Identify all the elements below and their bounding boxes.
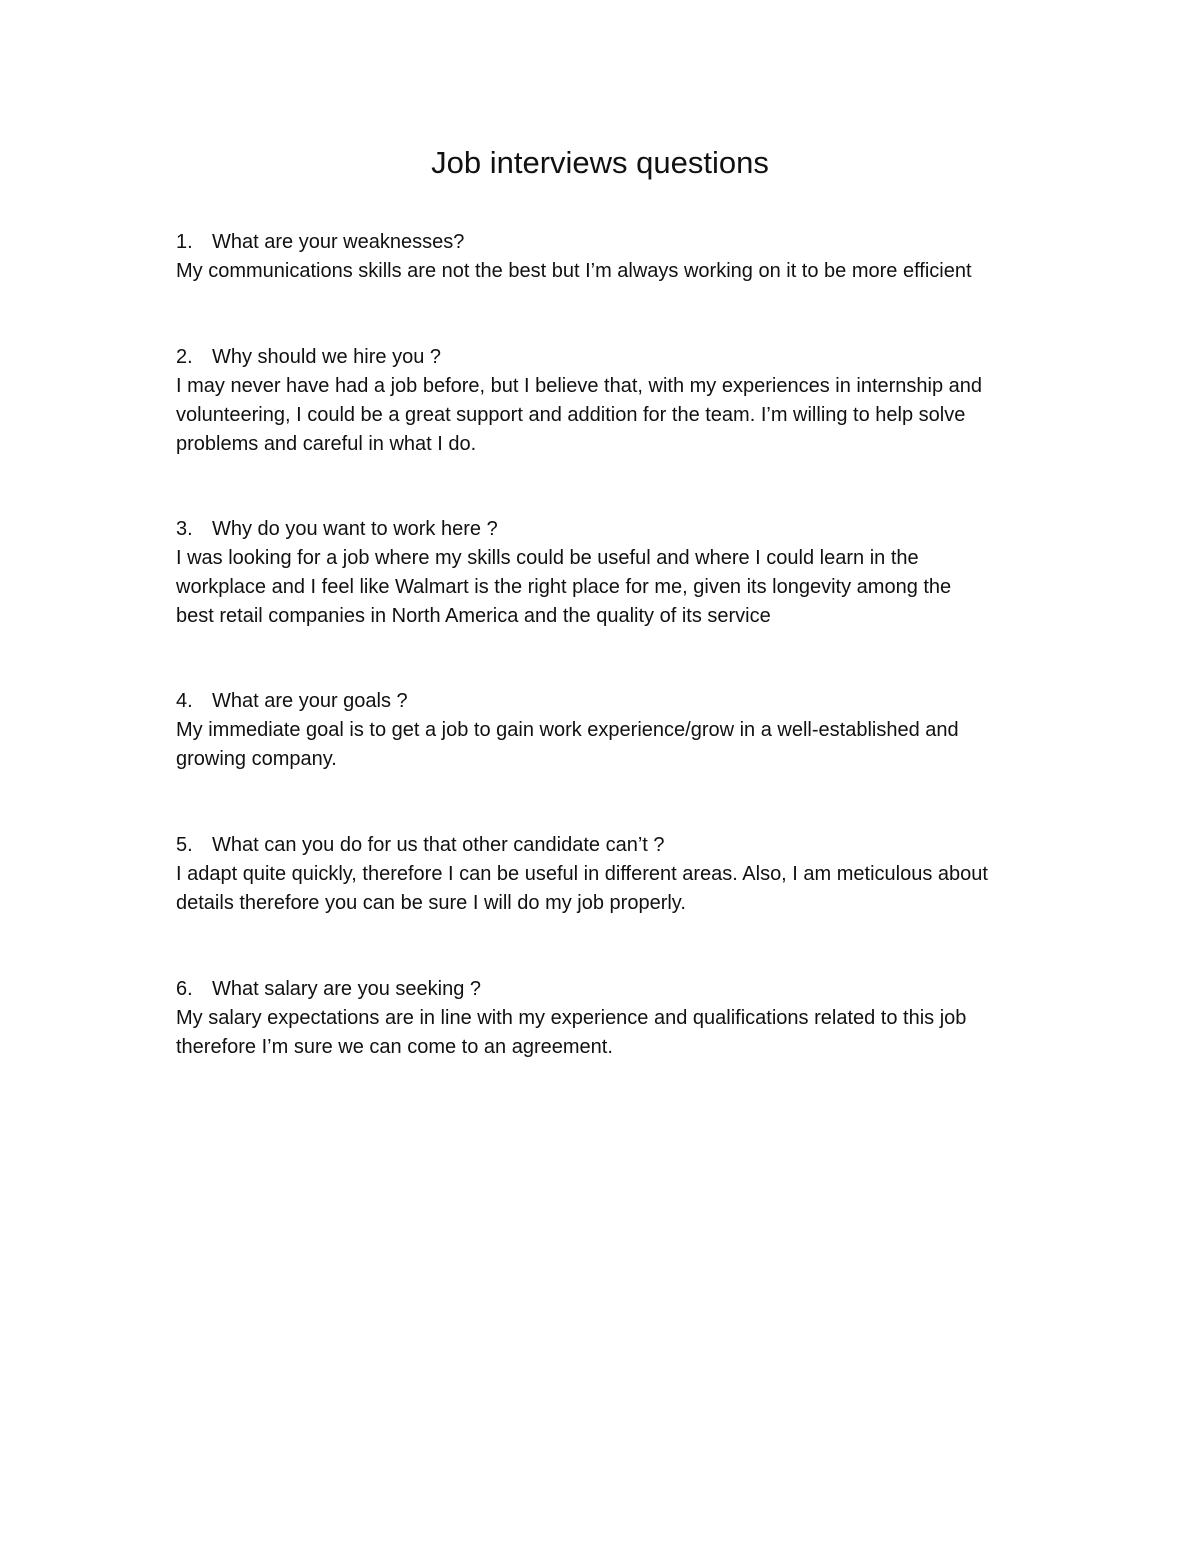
answer-line: best retail companies in North America and the quality of its service <box>176 605 771 627</box>
answer-line: problems and careful in what I do. <box>176 433 477 455</box>
answer-3 <box>176 544 1076 631</box>
question-number: 5. <box>176 834 193 856</box>
answer-line: therefore I’m sure we can come to an agreement. <box>176 1036 613 1058</box>
answer-2 <box>176 372 1076 459</box>
answer-6 <box>176 1004 1076 1062</box>
answer-line: growing company. <box>176 748 337 770</box>
question-4 <box>176 687 1076 716</box>
qa-item-6 <box>176 975 1076 1062</box>
question-2 <box>176 343 1076 372</box>
answer-line: workplace and I feel like Walmart is the right place for me, given its longevity among the <box>176 576 952 598</box>
qa-item-2 <box>176 343 1076 459</box>
question-text: Why should we hire you ? <box>212 346 442 368</box>
question-text: What can you do for us that other candidate can’t ? <box>212 834 665 856</box>
question-text: What salary are you seeking ? <box>212 978 482 1000</box>
question-text: What are your goals ? <box>212 690 408 712</box>
answer-4 <box>176 716 1076 774</box>
question-number: 1. <box>176 231 193 253</box>
answer-line: My salary expectations are in line with my experience and qualifications related to this job <box>176 1007 967 1029</box>
answer-line: details therefore you can be sure I will do my job properly. <box>176 892 686 914</box>
question-number: 3. <box>176 518 193 540</box>
answer-1 <box>176 257 1076 286</box>
answer-line: I may never have had a job before, but I believe that, with my experiences in internship and <box>176 375 983 397</box>
question-text: Why do you want to work here ? <box>212 518 498 540</box>
answer-line: My immediate goal is to get a job to gain work experience/grow in a well-established and <box>176 719 959 741</box>
answer-line: I was looking for a job where my skills could be useful and where I could learn in the <box>176 547 919 569</box>
answer-5 <box>176 860 1076 918</box>
question-number: 4. <box>176 690 193 712</box>
question-number: 6. <box>176 978 193 1000</box>
answer-line: I adapt quite quickly, therefore I can be useful in different areas. Also, I am meticulous about <box>176 863 988 885</box>
question-6 <box>176 975 1076 1004</box>
answer-line: My communications skills are not the best but I’m always working on it to be more efficient <box>176 260 972 282</box>
qa-item-3 <box>176 515 1076 631</box>
answer-line: volunteering, I could be a great support and addition for the team. I’m willing to help solve <box>176 404 966 426</box>
qa-item-4 <box>176 687 1076 774</box>
question-1 <box>176 228 1076 257</box>
question-number: 2. <box>176 346 193 368</box>
question-text: What are your weaknesses? <box>212 231 465 253</box>
document-title: Job interviews questions <box>431 145 769 180</box>
question-5 <box>176 831 1076 860</box>
question-3 <box>176 515 1076 544</box>
qa-item-1 <box>176 228 1076 286</box>
qa-item-5 <box>176 831 1076 918</box>
